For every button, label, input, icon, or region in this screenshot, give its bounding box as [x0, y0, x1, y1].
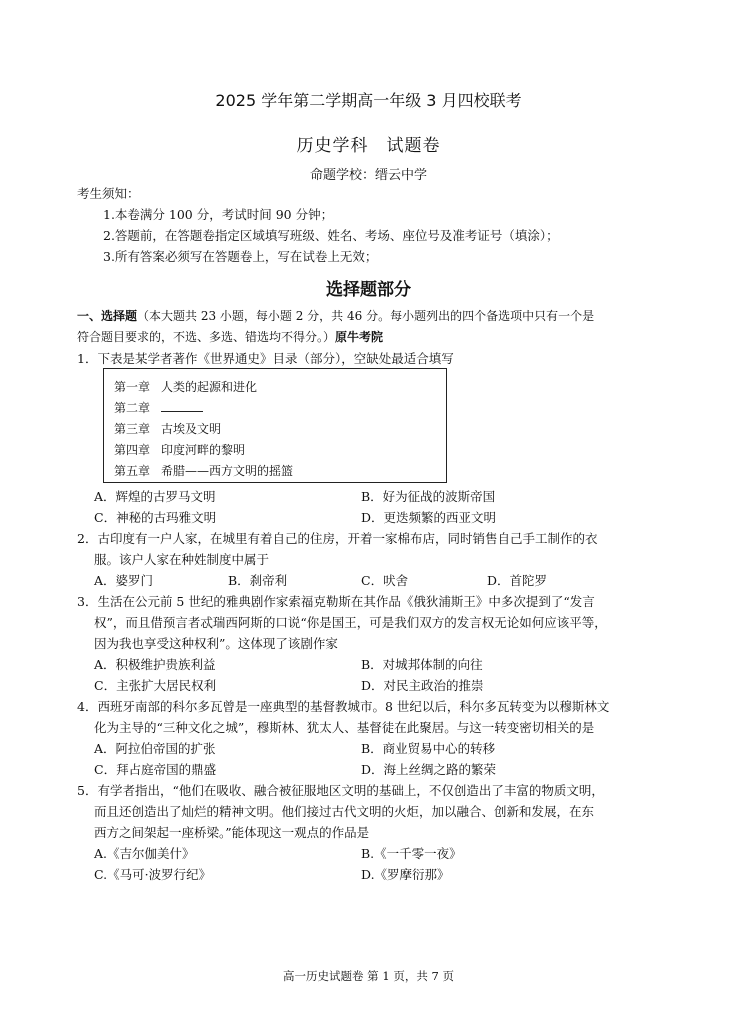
exam-title: 2025 学年第二学期高一年级 3 月四校联考 [215, 91, 522, 110]
option-a[interactable]: A．婆罗门 [94, 573, 154, 588]
question-5-stem: 5．有学者指出，“他们在吸收、融合被征服地区文明的基础上，不仅创造出了丰富的物质文明， [77, 783, 604, 798]
question-2-stem: 2．古印度有一户人家，在城里有着自己的住房，开着一家棉布店，同时销售自己手工制作的衣 [77, 531, 598, 546]
page-footer: 高一历史试题卷 第 1 页，共 7 页 [283, 969, 454, 983]
table-row: 第四章 印度河畔的黎明 [114, 443, 246, 457]
option-b[interactable]: B．对城邦体制的向往 [361, 657, 483, 672]
setter-school: 命题学校：缙云中学 [309, 168, 427, 183]
option-a[interactable]: A．辉煌的古罗马文明 [94, 489, 216, 504]
option-d[interactable]: D．海上丝绸之路的繁荣 [361, 762, 497, 777]
table-row: 第五章 希腊——西方文明的摇篮 [114, 464, 294, 478]
part-label: 一、选择题 [77, 309, 138, 323]
question-4-stem-cont: 化为主导的“三种文化之城”，穆斯林、犹太人、基督徒在此聚居。与这一转变密切相关的是 [94, 720, 595, 735]
question-3-stem: 3．生活在公元前 5 世纪的雅典剧作家索福克勒斯在其作品《俄狄浦斯王》中多次提到了“发言 [77, 594, 595, 609]
question-5-stem-cont: 西方之间架起一座桥梁。”能体现这一观点的作品是 [94, 825, 370, 840]
question-5-stem-cont: 而且还创造出了灿烂的精神文明。他们接过古代文明的火炬，加以融合、创新和发展，在东 [94, 804, 595, 819]
watermark-text: 原牛考院 [335, 330, 384, 344]
table-row: 第二章 [114, 399, 203, 416]
table-row: 第一章 人类的起源和进化 [114, 380, 258, 394]
notice-item: 2.答题前，在答题卷指定区域填写班级、姓名、考场、座位号及准考证号（填涂）； [103, 228, 559, 243]
question-1-stem: 1．下表是某学者著作《世界通史》目录（部分），空缺处最适合填写 [77, 351, 454, 366]
option-c[interactable]: C．吠舍 [361, 573, 409, 588]
question-2-stem-cont: 服。该户人家在种姓制度中属于 [94, 552, 270, 567]
option-b[interactable]: B．好为征战的波斯帝国 [361, 489, 496, 504]
option-c[interactable]: C．神秘的古玛雅文明 [94, 510, 217, 525]
question-3-stem-cont: 权”，而且借预言者忒瑞西阿斯的口说“你是国王，可是我们双方的发言权无论如何应该平等， [94, 615, 607, 630]
option-b[interactable]: B．刹帝利 [228, 573, 288, 588]
option-d[interactable]: D．对民主政治的推崇 [361, 678, 484, 693]
option-c[interactable]: C．主张扩大居民权利 [94, 678, 217, 693]
question-4-stem: 4．西班牙南部的科尔多瓦曾是一座典型的基督教城市。8 世纪以后，科尔多瓦转变为以穆斯林文 [77, 699, 610, 714]
blank-line [161, 400, 203, 412]
contents-table [103, 368, 447, 483]
section-instruction-cont [77, 328, 383, 345]
option-a[interactable]: A.《吉尔伽美什》 [94, 846, 195, 861]
table-row: 第三章 古埃及文明 [114, 422, 222, 436]
option-d[interactable]: D．首陀罗 [487, 573, 548, 588]
section-title: 选择题部分 [326, 280, 411, 300]
notice-heading: 考生须知： [77, 186, 140, 201]
option-a[interactable]: A．阿拉伯帝国的扩张 [94, 741, 216, 756]
instruction-text: （本大题共 23 小题，每小题 2 分，共 46 分。每小题列出的四个备选项中只有一个是 [137, 309, 595, 323]
subject-title: 历史学科 试题卷 [296, 136, 441, 156]
section-instruction [77, 307, 594, 324]
option-a[interactable]: A．积极维护贵族利益 [94, 657, 216, 672]
instruction-text: 符合题目要求的，不选、多选、错选均不得分。） [77, 330, 336, 344]
question-3-stem-cont: 因为我也享受这种权利”。这体现了该剧作家 [94, 636, 338, 651]
option-b[interactable]: B.《一千零一夜》 [361, 846, 462, 861]
notice-item: 3.所有答案必须写在答题卷上，写在试卷上无效； [103, 249, 378, 264]
option-d[interactable]: D．更迭频繁的西亚文明 [361, 510, 497, 525]
notice-item: 1.本卷满分 100 分，考试时间 90 分钟； [103, 207, 334, 222]
option-c[interactable]: C．拜占庭帝国的鼎盛 [94, 762, 217, 777]
option-d[interactable]: D.《罗摩衍那》 [361, 867, 450, 882]
option-c[interactable]: C.《马可·波罗行纪》 [94, 867, 212, 882]
option-b[interactable]: B．商业贸易中心的转移 [361, 741, 496, 756]
